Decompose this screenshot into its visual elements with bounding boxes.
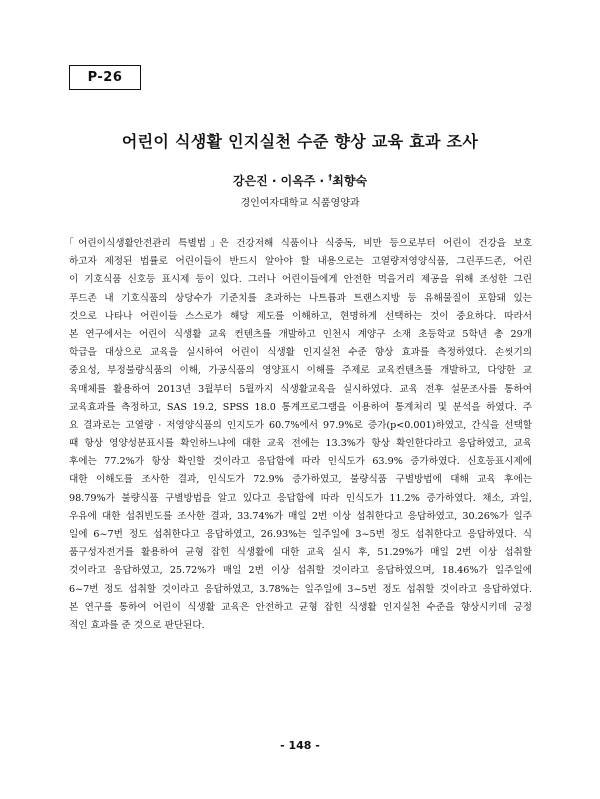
page-number: - 148 - [280, 739, 320, 752]
abstract-line: 이 기호식품 신호등 표시제 등이 있다. 그러나 어린이들에게 안전한 먹을거리 제공을 위해 조성한 그린 [69, 274, 532, 286]
abstract-line: 학급을 대상으로 교육을 실시하여 어린이 식생활 인지실천 수준 향상 효과를 측정하였다. 손씻기의 [69, 347, 532, 359]
abstract-line: ｢어린이식생활안전관리 특별법｣은 건강저해 식품이나 식중독, 비만 등으로부터 어린이 건강을 보호 [69, 238, 532, 249]
abstract-line: 교육효과를 측정하고, SAS 19.2, SPSS 18.0 통계프로그램을 이용하여 통계처리 및 분석을 하였다. 주 [69, 401, 532, 413]
abstract-line: 본 연구를 통하여 어린이 식생활 교육은 안전하고 균형 잡힌 식생활 인지실천 수준을 향상시키데 긍정 [69, 601, 532, 613]
abstract-line: 6~7번 정도 섭취할 것이라고 응답하였고, 3.78%는 일주일에 3~5번 정도 섭취할 것이라고 응답하였다. [69, 583, 532, 595]
abstract-line: 본 연구에서는 어린이 식생활 교육 컨텐츠를 개발하고 인천시 계양구 소재 초등학교 5학년 총 29개 [69, 328, 532, 340]
abstract-line: 후에는 77.2%가 항상 확인할 것이라고 응답함에 따라 인식도가 63.9% 증가하였다. 신호등표시제에 [69, 456, 532, 468]
affiliation: 경인여자대학교 식품영양과 [240, 198, 360, 209]
abstract-line: 때 항상 영양성분표시를 확인하느냐에 대한 교육 전에는 13.3%가 항상 확인한다라고 응답하였고, 교육 [69, 438, 532, 450]
abstract-line: 것이라고 응답하였고, 25.72%가 매일 2번 이상 섭취할 것이라고 응답하였으며, 18.46%가 일주일에 [69, 565, 532, 577]
corresponding-author-mark: † [328, 173, 333, 182]
author-names: 강은진 · 이옥주 · [232, 174, 329, 188]
abstract-line: 하고자 제정된 법률로 어린이들이 반드시 알아야 할 내용으로는 고열량저영양식품, 그린푸드존, 어린 [69, 256, 532, 268]
abstract-line: 품구성자전거를 활용하여 균형 잡힌 식생활에 대한 교육 실시 후, 51.29%가 매일 2번 이상 섭취할 [69, 547, 532, 559]
abstract-line: 푸드존 내 기호식품의 상당수가 기준치를 초과하는 나트륨과 트랜스지방 등 유해물질이 포함돼 있는 [69, 292, 532, 304]
abstract-line: 중요성, 부정불량식품의 이해, 가공식품의 영양표시 이해를 주제로 교육컨텐츠를 개발하고, 다양한 교 [69, 365, 532, 377]
abstract-line: 일에 6~7번 정도 섭취한다고 응답하였고, 26.93%는 일주일에 3~5번 정도 섭취한다고 응답하였다. 식 [69, 529, 532, 540]
abstract-line: 적인 효과를 준 것으로 판단된다. [69, 619, 205, 631]
abstract-line: 98.79%가 불량식품 구별방법을 알고 있다고 응답함에 따라 인식도가 11.2% 증가하였다. 채소, 과일, [69, 492, 532, 504]
abstract-line: 것으로 나타나 어린이들 스스로가 해당 제도를 이해하고, 현명하게 선택하는 것이 중요하다. 따라서 [69, 310, 532, 322]
abstract-body [69, 235, 532, 635]
abstract-line: 우유에 대한 섭취빈도를 조사한 결과, 33.74%가 매일 2번 이상 섭취한다고 응답하였고, 30.26%가 일주 [69, 510, 532, 522]
abstract-line: 요 결과로는 고열량 · 저영양식품의 인지도가 60.7%에서 97.9%로 증가(p<0.001)하였고, 간식을 선택할 [69, 419, 532, 431]
poster-id-box: P-26 [69, 65, 141, 90]
abstract-line: 대한 이해도를 조사한 결과, 인식도가 72.9% 증가하였고, 불량식품 구별방법에 대해 교육 후에는 [69, 474, 532, 486]
author-list [0, 172, 600, 189]
abstract-line: 육매체를 활용하여 2013년 3월부터 5월까지 식생활교육을 실시하였다. 교육 전후 설문조사를 통하여 [69, 383, 532, 395]
corresponding-author-name: 최향숙 [332, 174, 368, 188]
paper-title: 어린이 식생활 인지실천 수준 향상 교육 효과 조사 [121, 132, 479, 151]
